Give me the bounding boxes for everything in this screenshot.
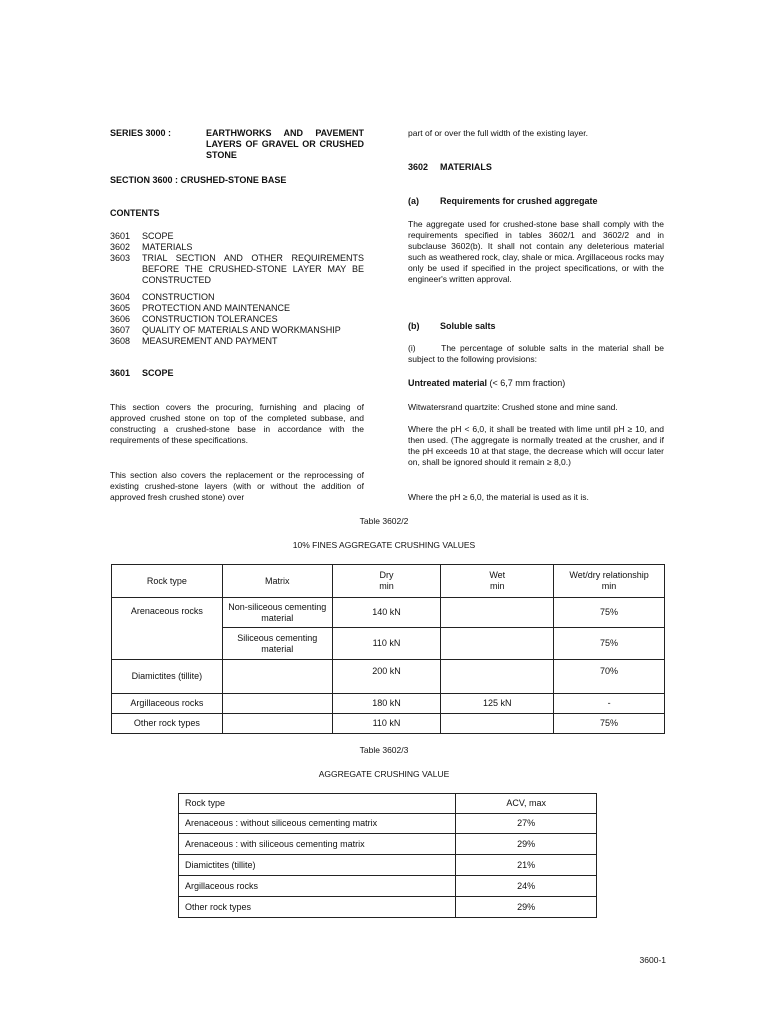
table1-cell-matrix: Non-siliceous cementing material <box>222 598 332 628</box>
table1-cell-wet <box>441 714 554 734</box>
table1-caption: Table 3602/2 <box>359 516 409 526</box>
contents-item: MATERIALS <box>142 242 193 252</box>
table1-cell-rock: Argillaceous rocks <box>112 694 223 714</box>
subclause-b-label: (b) <box>408 321 420 331</box>
table-row <box>179 876 597 897</box>
table1-cell-wet: 125 kN <box>441 694 554 714</box>
table-row <box>179 897 597 918</box>
untreated-material-line <box>408 378 565 389</box>
untreated-material-fraction: (< 6,7 mm fraction) <box>487 378 566 388</box>
contents-item: TRIAL SECTION AND OTHER REQUIREMENTS BEFORE THE CRUSHED-STONE LAYER MAY BE CONSTRUCTED <box>142 253 364 285</box>
subclause-b-heading: Soluble salts <box>440 321 496 331</box>
table2-cell-acv: 24% <box>456 876 597 897</box>
table1-header-dry: Dry min <box>332 565 441 598</box>
table2-header-row <box>179 794 597 814</box>
scope-paragraph-1: This section covers the procuring, furnishing and placing of approved crushed stone on top of the completed subbase, and constructing a crushed-stone base in accordance with the requirements of these specifications. <box>110 402 364 445</box>
soluble-salts-paragraph: (i) The percentage of soluble salts in the material shall be subject to the following provisions: <box>408 343 667 364</box>
section-title: SECTION 3600 : CRUSHED-STONE BASE <box>110 175 287 185</box>
contents-number: 3605 <box>110 303 131 313</box>
untreated-material-bold: Untreated material <box>408 378 488 388</box>
contents-number: 3603 <box>110 253 131 263</box>
table1-cell-relationship: 75% <box>554 714 665 734</box>
table1-cell-dry: 140 kN <box>332 598 441 628</box>
subclause-a-label: (a) <box>408 196 419 206</box>
table2-title: AGGREGATE CRUSHING VALUE <box>318 769 450 779</box>
table1-title: 10% FINES AGGREGATE CRUSHING VALUES <box>292 540 476 550</box>
table2-cell-acv: 27% <box>456 814 597 834</box>
table1-cell-relationship: 75% <box>554 628 665 660</box>
table1-cell-dry: 110 kN <box>332 714 441 734</box>
contents-number: 3602 <box>110 242 131 252</box>
table-row <box>179 855 597 876</box>
scope-number: 3601 <box>110 368 131 378</box>
table-row <box>112 714 665 734</box>
page-number: 3600-1 <box>639 955 666 965</box>
table-row <box>179 834 597 855</box>
table-row <box>112 660 665 694</box>
table1-cell-rock: Other rock types <box>112 714 223 734</box>
table1-cell-matrix <box>222 714 332 734</box>
table2-cell-rock: Argillaceous rocks <box>179 876 456 897</box>
table2-header-rock-type: Rock type <box>179 794 456 814</box>
table1-cell-matrix: Siliceous cementing material <box>222 628 332 660</box>
table2-caption: Table 3602/3 <box>359 745 409 755</box>
contents-number: 3607 <box>110 325 131 335</box>
materials-heading: MATERIALS <box>440 162 492 172</box>
table1-header-wet: Wet min <box>441 565 554 598</box>
materials-number: 3602 <box>408 162 429 172</box>
table2-cell-rock: Arenaceous : without siliceous cementing matrix <box>179 814 456 834</box>
table1-header-relationship: Wet/dry relationship min <box>554 565 665 598</box>
contents-number: 3608 <box>110 336 131 346</box>
table-row <box>179 814 597 834</box>
table1-cell-wet <box>441 598 554 628</box>
table2-cell-acv: 21% <box>456 855 597 876</box>
series-label: SERIES 3000 : <box>110 128 172 138</box>
scope-heading: SCOPE <box>142 368 174 378</box>
aggregate-requirements-paragraph: The aggregate used for crushed-stone base shall comply with the requirements specified in tables 3602/1 and 3602/2 and in subclause 3602(b). It shall not contain any deleterious material such as weathered rock, clay, shale or mica. Argillaceous rocks may only be used if specified in the project specifications, or with the engineer's written approval. <box>408 219 664 284</box>
table1-cell-dry: 180 kN <box>332 694 441 714</box>
contents-number: 3606 <box>110 314 131 324</box>
table2-cell-rock: Diamictites (tillite) <box>179 855 456 876</box>
table1-header-row <box>112 565 665 598</box>
table2-cell-acv: 29% <box>456 897 597 918</box>
table2-cell-rock: Other rock types <box>179 897 456 918</box>
table1-cell-rock: Diamictites (tillite) <box>112 660 223 694</box>
contents-number: 3601 <box>110 231 131 241</box>
contents-heading: CONTENTS <box>110 208 160 218</box>
scope-paragraph-2: This section also covers the replacement or the reprocessing of existing crushed-stone layers (with or without the addition of approved fresh crushed stone) over <box>110 470 364 502</box>
contents-item: SCOPE <box>142 231 174 241</box>
table-row <box>112 598 665 628</box>
table1-cell-relationship: 75% <box>554 598 665 628</box>
table1-header-rock-type: Rock type <box>112 565 223 598</box>
ph-paragraph-1: Where the pH < 6,0, it shall be treated with lime until pH ≥ 10, and then used. (The aggregate is normally treated at the crusher, and if the pH exceeds 10 at that stage, the decrease which will occur later on, shall be ignored should it remain ≥ 8,0.) <box>408 424 664 467</box>
series-title: EARTHWORKS AND PAVEMENT LAYERS OF GRAVEL OR CRUSHED STONE <box>206 128 364 160</box>
table1-cell-wet <box>441 660 554 694</box>
fines-crushing-table <box>111 564 665 734</box>
aggregate-crushing-table <box>178 793 597 918</box>
contents-item: PROTECTION AND MAINTENANCE <box>142 303 291 313</box>
table1-header-matrix: Matrix <box>222 565 332 598</box>
table1-cell-matrix <box>222 694 332 714</box>
table1-cell-dry: 110 kN <box>332 628 441 660</box>
contents-item: MEASUREMENT AND PAYMENT <box>142 336 278 346</box>
table2-cell-rock: Arenaceous : with siliceous cementing matrix <box>179 834 456 855</box>
table1-cell-relationship: 70% <box>554 660 665 694</box>
table1-cell-rock: Arenaceous rocks <box>112 598 223 660</box>
table-row <box>112 694 665 714</box>
table2-cell-acv: 29% <box>456 834 597 855</box>
witwatersrand-text: Witwatersrand quartzite: Crushed stone and mine sand. <box>408 402 618 412</box>
contents-item: QUALITY OF MATERIALS AND WORKMANSHIP <box>142 325 341 335</box>
contents-item: CONSTRUCTION TOLERANCES <box>142 314 278 324</box>
table1-cell-matrix <box>222 660 332 694</box>
table1-cell-wet <box>441 628 554 660</box>
subclause-a-heading: Requirements for crushed aggregate <box>440 196 598 206</box>
ph-paragraph-2: Where the pH ≥ 6,0, the material is used as it is. <box>408 492 589 502</box>
table1-cell-relationship: - <box>554 694 665 714</box>
contents-number: 3604 <box>110 292 131 302</box>
table1-cell-dry: 200 kN <box>332 660 441 694</box>
continuation-text: part of or over the full width of the existing layer. <box>408 128 589 138</box>
contents-item: CONSTRUCTION <box>142 292 215 302</box>
table2-header-acv: ACV, max <box>456 794 597 814</box>
